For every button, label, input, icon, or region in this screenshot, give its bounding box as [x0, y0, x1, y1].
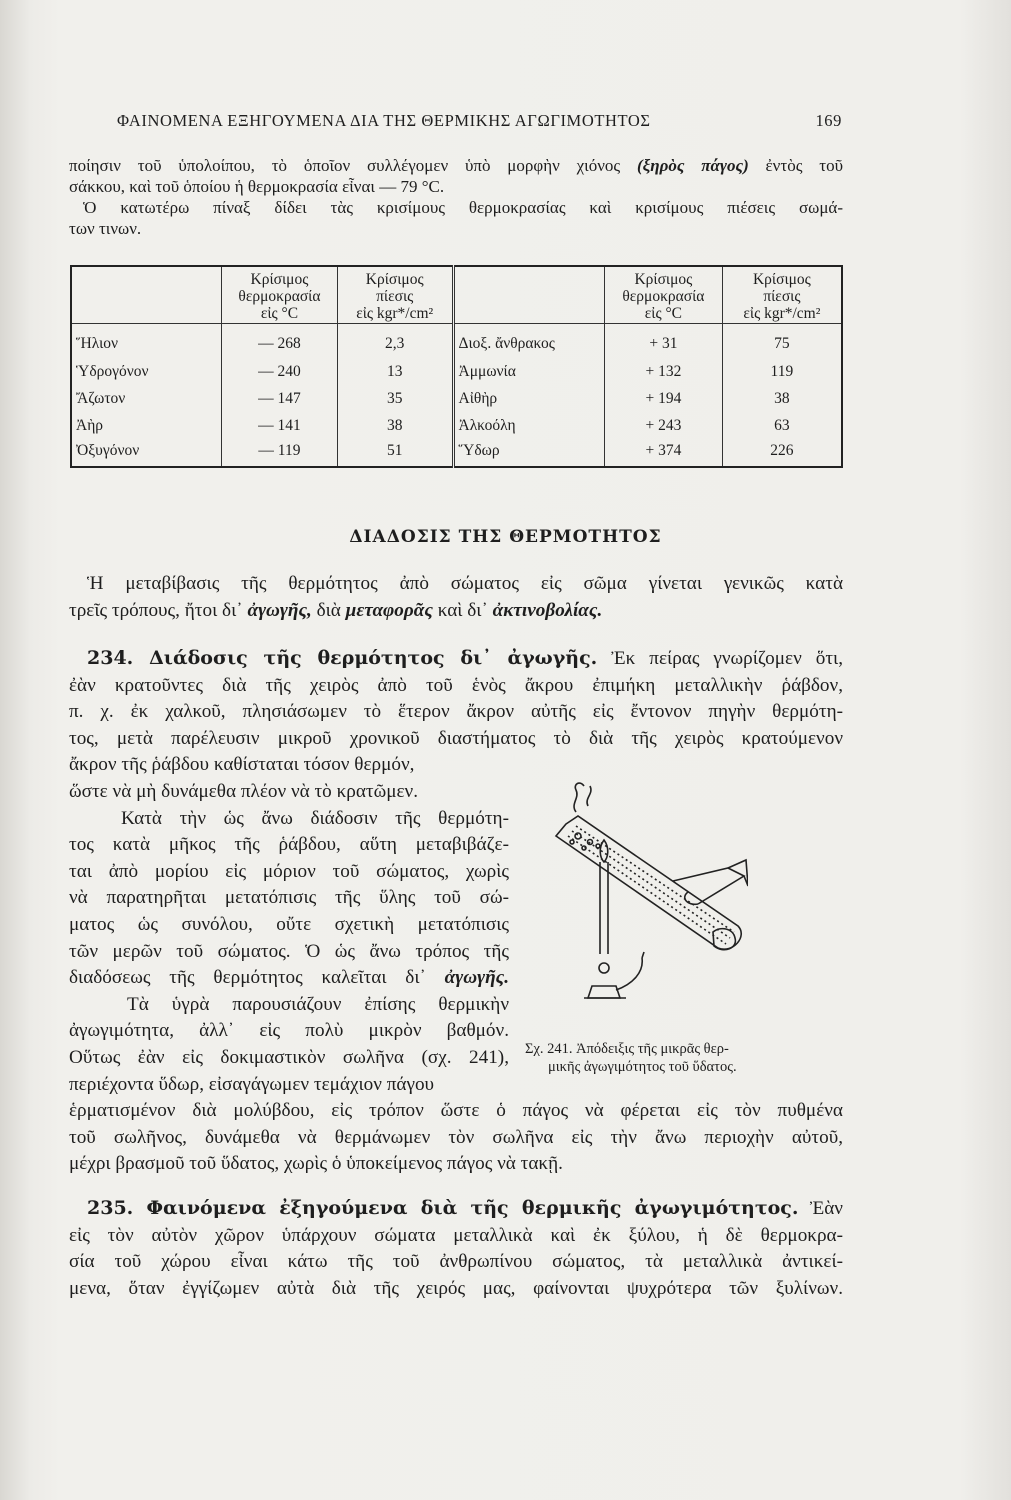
critical-pressure: 63	[722, 412, 842, 439]
text-line: τρεῖς τρόπους, ἤτοι δι᾽ ἀγωγῆς, διὰ μεταφορᾶς καὶ δι᾽ ἀκτινοβολίας.	[69, 599, 603, 621]
text-line: ποίησιν τοῦ ὑπολοίπου, τὸ ὁποῖον συλλέγομεν ὑπὸ μορφὴν χιόνος (ξηρὸς πάγος) ἐντὸς τοῦ	[69, 156, 843, 175]
table-row	[71, 323, 842, 358]
text-line: μέχρι βρασμοῦ τοῦ ὕδατος, χωρὶς ὁ ὑποκείμενος πάγος νὰ τακῇ.	[69, 1153, 563, 1175]
substance-name: Ἥλιον	[76, 335, 118, 353]
text-line: Οὕτως ἐὰν εἰς δοκιμαστικὸν σωλῆνα (σχ. 241),	[69, 1046, 509, 1068]
substance-name: Ἀμμωνία	[453, 358, 604, 385]
critical-pressure: 226	[722, 439, 842, 467]
critical-temperature: + 243	[604, 412, 722, 439]
table-row	[71, 385, 842, 412]
text-line: ματος ὡς συνόλου, οὔτε σχετικὴ μετατόπισις	[69, 913, 509, 935]
paragraph-heading: 234. Διάδοσις τῆς θερμότητος δι᾽ ἀγωγῆς.	[87, 647, 598, 669]
text-line: περιέχοντα ὕδωρ, εἰσαγάγωμεν τεμάχιον πάγου	[69, 1073, 435, 1095]
text-line: νὰ παρατηρῆται μετατόπισις τῆς ὕλης τοῦ σώ-	[69, 887, 509, 909]
text-line: ἄκρον τῆς ῥάβδου καθίσταται τόσον θερμόν,	[69, 754, 415, 776]
text-line: ται ἀπὸ μορίου εἰς μόριον τοῦ σώματος, χωρὶς	[69, 860, 509, 882]
text-line: ἑρματισμένον διὰ μολύβδου, εἰς τρόπον ὥστε ὁ πάγος νὰ φέρεται εἰς τὸν πυθμένα	[69, 1100, 843, 1122]
critical-pressure: 119	[722, 358, 842, 385]
critical-temperature: + 194	[604, 385, 722, 412]
text-line: 234. Διάδοσις τῆς θερμότητος δι᾽ ἀγωγῆς. Ἐκ πείρας γνωρίζομεν ὅτι,	[87, 647, 844, 669]
critical-pressure: 35	[337, 385, 453, 412]
substance-name: Ὕδωρ	[453, 439, 604, 467]
page-number: 169	[815, 111, 842, 130]
text-line: σία τοῦ χώρου εἶναι κάτω τῆς τοῦ ἀνθρωπίνου σώματος, τὰ μεταλλικὰ ἀντικεί-	[69, 1251, 843, 1273]
critical-pressure: 38	[722, 385, 842, 412]
header-title: ΦΑΙΝΟΜΕΝΑ ΕΞΗΓΟΥΜΕΝΑ ΔΙΑ ΤΗΣ ΘΕΡΜΙΚΗΣ ΑΓΩΓΙΜΟΤΗΤΟΣ	[117, 111, 651, 130]
text-line: των τινων.	[69, 219, 142, 238]
substance-name: Ἀλκοόλη	[453, 412, 604, 439]
text-line: τος κατὰ μῆκος τῆς ῥάβδου, αὕτη μεταβιβάζε-	[69, 834, 509, 856]
critical-temperature: — 240	[222, 358, 338, 385]
critical-temperature: + 132	[604, 358, 722, 385]
critical-temperature: + 374	[604, 439, 722, 467]
header-critical-pressure: Κρίσιμος πίεσις εἰς kgr*/cm²	[337, 266, 453, 323]
text-line: π. χ. ἐκ χαλκοῦ, πλησιάσωμεν τὸ ἕτερον ἄκρον αὐτῆς εἰς ἔντονον πηγὴν θερμότη-	[69, 701, 843, 723]
intro-paragraph	[69, 155, 843, 239]
substance-name: Αἰθὴρ	[453, 385, 604, 412]
critical-temperature: — 268	[222, 323, 338, 358]
critical-pressure: 75	[722, 323, 842, 358]
critical-temperature: — 141	[222, 412, 338, 439]
text-line: 235. Φαινόμενα ἐξηγούμενα διὰ τῆς θερμικῆς ἀγωγιμότητος. Ἐὰν	[87, 1197, 843, 1219]
substance-name: Ὀξυγόνον	[76, 441, 140, 459]
section-intro-paragraph	[69, 571, 843, 624]
text-line: ἐὰν κρατοῦντες διὰ τῆς χειρὸς ἀπὸ τοῦ ἑνὸς ἄκρου ἐπιμήκη μεταλλικὴν ῥάβδον,	[69, 674, 843, 696]
text-line: ὥστε νὰ μὴ δυνάμεθα πλέον νὰ τὸ κρατῶμεν.	[69, 780, 419, 802]
caption-line: Σχ. 241. Ἀπόδειξις τῆς μικρᾶς θερ-	[525, 1041, 729, 1057]
text-line: σάκκου, καὶ τοῦ ὁποίου ἡ θερμοκρασία εἶναι — 79 °C.	[69, 177, 445, 196]
header-critical-temperature: Κρίσιμος θερμοκρασία εἰς °C	[604, 266, 722, 323]
table-row	[71, 412, 842, 439]
critical-pressure: 13	[337, 358, 453, 385]
critical-pressure: 51	[337, 439, 453, 467]
section-title: ΔΙΑΔΟΣΙΣ ΤΗΣ ΘΕΡΜΟΤΗΤΟΣ	[349, 527, 662, 547]
critical-pressure: 38	[337, 412, 453, 439]
table-row	[71, 439, 842, 467]
header-cell-empty	[71, 266, 222, 323]
text-line: εἰς τὸν αὐτὸν χῶρον ὑπάρχουν σώματα μεταλλικὰ καὶ ἐκ ξύλου, ἡ δὲ θερμοκρα-	[69, 1224, 843, 1246]
text-line: τοῦ σωλῆνος, δυνάμεθα νὰ θερμάνωμεν τὸν σωλῆνα εἰς τὴν ἄνω περιοχὴν αὐτοῦ,	[69, 1126, 843, 1148]
paragraph-heading: 235. Φαινόμενα ἐξηγούμενα διὰ τῆς θερμικῆς ἀγωγιμότητος.	[87, 1197, 799, 1219]
text-line: μενα, ὅταν ἐγγίζωμεν αὐτὰ διὰ τῆς χειρός μας, φαίνονται ψυχρότερα τῶν ξυλίνων.	[69, 1277, 843, 1299]
text-line: Τὰ ὑγρὰ παρουσιάζουν ἐπίσης θερμικὴν	[127, 993, 509, 1015]
substance-name: Διοξ. ἄνθρακος	[453, 323, 604, 358]
critical-temperature: + 31	[604, 323, 722, 358]
figure-241-test-tube-illustration	[548, 776, 748, 1016]
text-line: Ἡ μεταβίβασις τῆς θερμότητος ἀπὸ σώματος εἰς σῶμα γίνεται γενικῶς κατὰ	[87, 573, 843, 594]
critical-constants-table	[70, 265, 843, 468]
caption-line: μικῆς ἀγωγιμότητος τοῦ ὕδατος.	[548, 1059, 737, 1075]
text-line: Ὁ κατωτέρω πίναξ δίδει τὰς κρισίμους θερμοκρασίας καὶ κρισίμους πιέσεις σωμά-	[83, 198, 843, 217]
paragraph-235	[69, 1195, 843, 1302]
critical-pressure: 2,3	[337, 323, 453, 358]
header-critical-pressure: Κρίσιμος πίεσις εἰς kgr*/cm²	[722, 266, 842, 323]
critical-temperature: — 147	[222, 385, 338, 412]
text-line: τῶν μερῶν τοῦ σώματος. Ὁ ὡς ἄνω τρόπος τῆς	[69, 940, 509, 962]
header-critical-temperature: Κρίσιμος θερμοκρασία εἰς °C	[222, 266, 338, 323]
text-line: ἀγωγιμότητα, ἀλλ᾽ εἰς πολὺ μικρὸν βαθμόν.	[69, 1020, 509, 1042]
text-line: Κατὰ τὴν ὡς ἄνω διάδοσιν τῆς θερμότη-	[121, 807, 509, 829]
substance-name: Ἀὴρ	[76, 416, 104, 434]
substance-name: Ὑδρογόνον	[76, 362, 149, 380]
table-row	[71, 358, 842, 385]
figure-caption	[525, 1040, 825, 1076]
header-cell-empty	[453, 266, 604, 323]
critical-temperature: — 119	[222, 439, 338, 467]
text-line: διαδόσεως τῆς θερμότητος καλεῖται δι᾽ ἀγωγῆς.	[69, 967, 510, 989]
text-line: τος, μετὰ παρέλευσιν μικροῦ χρονικοῦ διαστήματος τὸ διὰ τῆς χειρὸς κρατούμενον	[69, 727, 843, 749]
running-header	[117, 111, 842, 131]
substance-name: Ἄζωτον	[76, 389, 126, 407]
